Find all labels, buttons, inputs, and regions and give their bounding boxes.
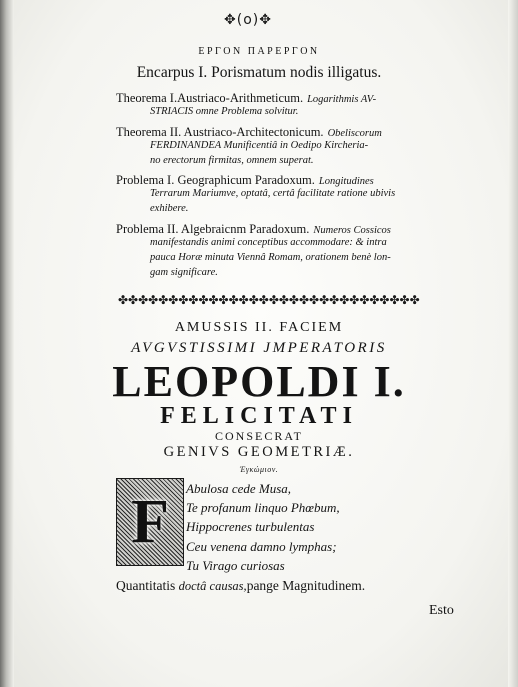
catchword: Esto: [429, 603, 454, 618]
felicitati-line: FELICITATI: [160, 403, 358, 429]
genius-line: GENIVS GEOMETRIÆ.: [163, 444, 355, 460]
item-problema-2: Problema II. Algebraicnm Paradoxum. Numeros Cossicos: [116, 222, 391, 236]
section-heading: Encarpus I. Porismatum nodis illigatus.: [136, 64, 382, 81]
decorated-initial: [116, 478, 184, 566]
item-theorema-1: Theorema I.Austriaco-Arithmeticum. Logarithmis AV-: [116, 91, 377, 105]
item-problema-2-cont: manifestandis animi conceptibus accommodare: & intra: [150, 237, 387, 248]
item-problema-2-cont2: pauca Horæ minuta Viennâ Romam, orationem benè lon-: [150, 252, 391, 263]
greek-title: ΕΡΓΟΝ ΠΑΡΕΡΓΟΝ: [198, 46, 320, 57]
poem-line-4: Ceu venena damno lymphas;: [186, 539, 337, 554]
ornamental-divider: ✤✤✤✤✤✤✤✤✤✤✤✤✤✤✤✤✤✤✤✤✤✤✤✤✤✤✤✤✤✤: [118, 293, 420, 307]
item-theorema-1-cont: STRIACIS omne Problema solvitur.: [150, 106, 299, 117]
item-theorema-2-cont: FERDINANDEA Munificentiâ in Oedipo Kircheria-: [150, 140, 369, 151]
amussis-line: AMUSSIS II. FACIEM: [174, 320, 344, 335]
consecrat-line: CONSECRAT: [214, 429, 303, 443]
poem-line-5: Tu Virago curiosas: [186, 558, 285, 573]
item-problema-1: Problema I. Geographicum Paradoxum. Longitudines: [116, 173, 374, 187]
augustissimi-line: AVGVSTISSIMI JMPERATORIS: [131, 340, 387, 356]
quantitatis-line: Quantitatis doctâ causas,pange Magnitudinem.: [116, 578, 366, 593]
poem-line-1: Abulosa cede Musa,: [186, 481, 292, 496]
initial-letter: F: [131, 487, 169, 556]
item-theorema-2-cont2: no erectorum firmitas, omnem superat.: [150, 155, 314, 166]
poem-line-3: Hippocrenes turbulentas: [186, 519, 315, 534]
item-problema-1-cont2: exhibere.: [150, 203, 189, 214]
top-ornament: ✥(o)✥: [224, 12, 272, 28]
item-problema-1-cont: Terrarum Mariumve, optatâ, certâ facilitate ratione ubivis: [150, 188, 396, 199]
encomium-label: Ἐγκώμιον.: [239, 465, 279, 474]
item-problema-2-cont3: gam significare.: [150, 267, 218, 278]
leopoldi-title: LEOPOLDI I.: [112, 357, 406, 406]
poem-line-2: Te profanum linquo Phœbum,: [186, 500, 340, 515]
item-theorema-2: Theorema II. Austriaco-Architectonicum. Obeliscorum: [116, 125, 382, 139]
